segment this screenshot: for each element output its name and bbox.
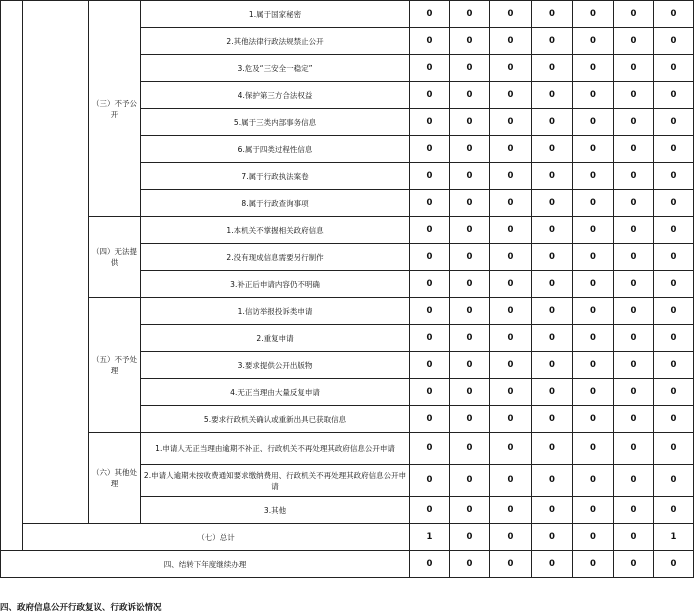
value-cell: 0 (532, 551, 573, 578)
value-cell: 0 (490, 28, 532, 55)
value-cell: 0 (450, 217, 490, 244)
value-cell: 0 (654, 217, 694, 244)
value-cell: 0 (490, 406, 532, 433)
value-cell: 0 (410, 271, 450, 298)
value-cell: 0 (450, 1, 490, 28)
value-cell: 0 (450, 136, 490, 163)
outer-border-cell (1, 1, 23, 551)
value-cell: 0 (450, 325, 490, 352)
value-cell: 0 (573, 497, 614, 524)
row-label: 3.危及“三安全一稳定” (141, 55, 410, 82)
value-cell: 0 (450, 524, 490, 551)
value-cell: 0 (450, 28, 490, 55)
value-cell: 0 (410, 551, 450, 578)
row-label: 8.属于行政查询事项 (141, 190, 410, 217)
row-label: 4.无正当理由大量反复申请 (141, 379, 410, 406)
row-label: 4.保护第三方合法权益 (141, 82, 410, 109)
value-cell: 0 (654, 82, 694, 109)
value-cell: 0 (532, 465, 573, 497)
value-cell: 0 (614, 244, 654, 271)
value-cell: 0 (614, 433, 654, 465)
value-cell: 0 (654, 352, 694, 379)
value-cell: 0 (490, 325, 532, 352)
value-cell: 0 (410, 190, 450, 217)
value-cell: 0 (573, 298, 614, 325)
value-cell: 0 (410, 465, 450, 497)
value-cell: 0 (532, 379, 573, 406)
value-cell: 0 (490, 298, 532, 325)
value-cell: 0 (654, 55, 694, 82)
value-cell: 0 (532, 28, 573, 55)
value-cell: 0 (654, 28, 694, 55)
value-cell: 0 (450, 298, 490, 325)
value-cell: 0 (654, 190, 694, 217)
value-cell: 0 (654, 109, 694, 136)
value-cell: 0 (614, 551, 654, 578)
value-cell: 0 (450, 244, 490, 271)
value-cell: 0 (573, 379, 614, 406)
value-cell: 0 (614, 109, 654, 136)
value-cell: 0 (532, 271, 573, 298)
value-cell: 0 (614, 497, 654, 524)
value-cell: 0 (450, 379, 490, 406)
value-cell: 0 (410, 325, 450, 352)
value-cell: 0 (532, 109, 573, 136)
value-cell: 0 (614, 55, 654, 82)
value-cell: 0 (573, 217, 614, 244)
value-cell: 0 (573, 109, 614, 136)
value-cell: 0 (532, 298, 573, 325)
value-cell: 0 (654, 1, 694, 28)
total-label: （七）总计 (23, 524, 410, 551)
row-label: 2.其他法律行政法规禁止公开 (141, 28, 410, 55)
value-cell: 0 (614, 190, 654, 217)
row-label: 1.本机关不掌握相关政府信息 (141, 217, 410, 244)
value-cell: 0 (410, 497, 450, 524)
value-cell: 1 (654, 524, 694, 551)
row-label: 1.申请人无正当理由逾期不补正、行政机关不再处理其政府信息公开申请 (141, 433, 410, 465)
value-cell: 0 (532, 217, 573, 244)
value-cell: 0 (532, 163, 573, 190)
group-border-cell (23, 1, 89, 524)
row-label: 3.补正后申请内容仍不明确 (141, 271, 410, 298)
value-cell: 0 (573, 82, 614, 109)
value-cell: 0 (410, 82, 450, 109)
value-cell: 0 (532, 352, 573, 379)
value-cell: 0 (410, 28, 450, 55)
table-row (1, 433, 694, 465)
value-cell: 0 (490, 271, 532, 298)
value-cell: 0 (532, 406, 573, 433)
row-label: 1.信访举报投诉类申请 (141, 298, 410, 325)
value-cell: 0 (410, 298, 450, 325)
value-cell: 0 (654, 298, 694, 325)
value-cell: 0 (490, 465, 532, 497)
row-label: 5.属于三类内部事务信息 (141, 109, 410, 136)
value-cell: 0 (532, 433, 573, 465)
value-cell: 0 (573, 271, 614, 298)
value-cell: 0 (654, 497, 694, 524)
value-cell: 0 (490, 524, 532, 551)
value-cell: 0 (654, 163, 694, 190)
value-cell: 0 (654, 551, 694, 578)
value-cell: 0 (410, 244, 450, 271)
value-cell: 0 (410, 406, 450, 433)
value-cell: 0 (614, 28, 654, 55)
value-cell: 0 (573, 136, 614, 163)
value-cell: 0 (573, 352, 614, 379)
value-cell: 0 (490, 551, 532, 578)
value-cell: 0 (573, 524, 614, 551)
value-cell: 0 (614, 325, 654, 352)
value-cell: 0 (490, 497, 532, 524)
value-cell: 0 (490, 1, 532, 28)
value-cell: 0 (490, 136, 532, 163)
value-cell: 0 (614, 352, 654, 379)
row-label: 5.要求行政机关确认或重新出具已获取信息 (141, 406, 410, 433)
value-cell: 0 (450, 271, 490, 298)
row-label: 2.重复申请 (141, 325, 410, 352)
value-cell: 0 (410, 55, 450, 82)
row-label: 6.属于四类过程性信息 (141, 136, 410, 163)
value-cell: 0 (532, 524, 573, 551)
value-cell: 0 (450, 433, 490, 465)
category-cell: （五）不予处理 (89, 298, 141, 433)
value-cell: 0 (490, 190, 532, 217)
value-cell: 0 (532, 1, 573, 28)
value-cell: 0 (450, 82, 490, 109)
value-cell: 0 (614, 1, 654, 28)
total-row (1, 524, 694, 551)
section-heading: 四、政府信息公开行政复议、行政诉讼情况 (0, 603, 162, 613)
value-cell: 0 (614, 406, 654, 433)
value-cell: 0 (490, 82, 532, 109)
value-cell: 0 (614, 298, 654, 325)
value-cell: 0 (573, 28, 614, 55)
value-cell: 0 (410, 163, 450, 190)
value-cell: 0 (410, 433, 450, 465)
value-cell: 0 (450, 406, 490, 433)
value-cell: 0 (450, 497, 490, 524)
value-cell: 0 (410, 136, 450, 163)
value-cell: 0 (614, 217, 654, 244)
value-cell: 0 (614, 271, 654, 298)
table-row (1, 217, 694, 244)
value-cell: 0 (450, 55, 490, 82)
table-body (1, 1, 694, 578)
value-cell: 0 (573, 433, 614, 465)
value-cell: 0 (450, 465, 490, 497)
value-cell: 0 (410, 109, 450, 136)
value-cell: 1 (410, 524, 450, 551)
value-cell: 0 (490, 109, 532, 136)
value-cell: 0 (573, 1, 614, 28)
value-cell: 0 (654, 136, 694, 163)
value-cell: 0 (490, 244, 532, 271)
row-label: 7.属于行政执法案卷 (141, 163, 410, 190)
value-cell: 0 (654, 244, 694, 271)
value-cell: 0 (490, 55, 532, 82)
row-label: 3.要求提供公开出版物 (141, 352, 410, 379)
value-cell: 0 (532, 136, 573, 163)
value-cell: 0 (410, 1, 450, 28)
value-cell: 0 (490, 379, 532, 406)
value-cell: 0 (490, 433, 532, 465)
value-cell: 0 (490, 163, 532, 190)
value-cell: 0 (450, 163, 490, 190)
value-cell: 0 (614, 82, 654, 109)
value-cell: 0 (654, 433, 694, 465)
value-cell: 0 (573, 325, 614, 352)
value-cell: 0 (654, 271, 694, 298)
value-cell: 0 (450, 109, 490, 136)
value-cell: 0 (654, 465, 694, 497)
value-cell: 0 (532, 55, 573, 82)
carry-over-label: 四、结转下年度继续办理 (1, 551, 410, 578)
value-cell: 0 (573, 551, 614, 578)
value-cell: 0 (573, 163, 614, 190)
value-cell: 0 (532, 325, 573, 352)
carry-over-row (1, 551, 694, 578)
value-cell: 0 (450, 352, 490, 379)
category-cell: （三）不予公开 (89, 1, 141, 217)
value-cell: 0 (410, 379, 450, 406)
value-cell: 0 (410, 352, 450, 379)
row-label: 1.属于国家秘密 (141, 1, 410, 28)
value-cell: 0 (490, 217, 532, 244)
value-cell: 0 (614, 136, 654, 163)
value-cell: 0 (490, 352, 532, 379)
value-cell: 0 (573, 406, 614, 433)
category-cell: （四）无法提供 (89, 217, 141, 298)
value-cell: 0 (410, 217, 450, 244)
value-cell: 0 (532, 190, 573, 217)
value-cell: 0 (573, 244, 614, 271)
value-cell: 0 (532, 82, 573, 109)
row-label: 2.没有现成信息需要另行制作 (141, 244, 410, 271)
value-cell: 0 (532, 497, 573, 524)
value-cell: 0 (573, 190, 614, 217)
row-label: 3.其他 (141, 497, 410, 524)
value-cell: 0 (450, 190, 490, 217)
table-row (1, 1, 694, 28)
value-cell: 0 (654, 406, 694, 433)
value-cell: 0 (573, 55, 614, 82)
value-cell: 0 (532, 244, 573, 271)
table-row (1, 298, 694, 325)
category-cell: （六）其他处理 (89, 433, 141, 524)
value-cell: 0 (614, 379, 654, 406)
row-label: 2.申请人逾期未按收费通知要求缴纳费用、行政机关不再处理其政府信息公开申请 (141, 465, 410, 497)
value-cell: 0 (654, 379, 694, 406)
value-cell: 0 (614, 465, 654, 497)
value-cell: 0 (450, 551, 490, 578)
value-cell: 0 (614, 524, 654, 551)
value-cell: 0 (654, 325, 694, 352)
value-cell: 0 (573, 465, 614, 497)
value-cell: 0 (614, 163, 654, 190)
